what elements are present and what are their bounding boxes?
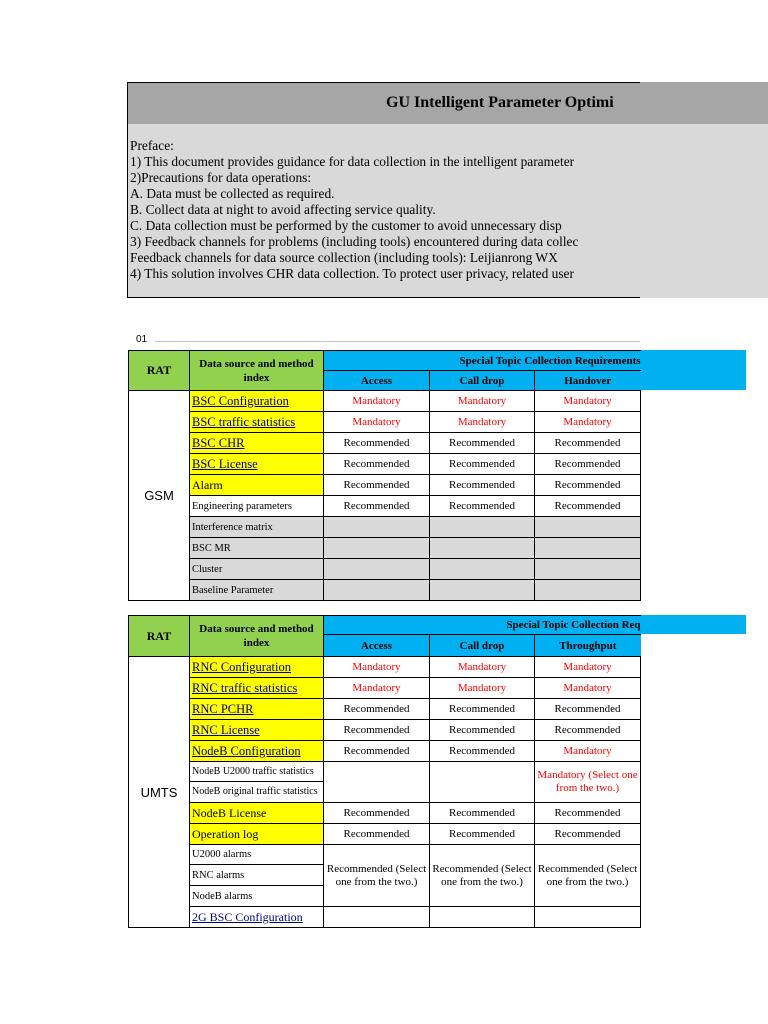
data-source-link-text[interactable]: BSC Configuration (192, 393, 289, 408)
requirement-cell (535, 517, 641, 538)
rat-header: RAT (129, 351, 190, 391)
requirement-cell: Recommended (324, 496, 430, 517)
requirement-cell: Recommended (535, 720, 641, 741)
requirement-cell: Recommended (324, 433, 430, 454)
special-topic-header (324, 351, 641, 371)
requirement-cell: Recommended (324, 699, 430, 720)
requirement-cell: Mandatory (535, 678, 641, 699)
requirement-cell: Mandatory (535, 657, 641, 678)
data-source-cell: NodeB alarms (190, 886, 324, 907)
data-source-link-text[interactable]: RNC PCHR (192, 701, 254, 716)
requirement-cell: Mandatory (430, 657, 535, 678)
special-topic-header-text: Special Topic Collection Requirements (459, 354, 641, 367)
requirement-cell: Mandatory (324, 412, 430, 433)
data-source-link[interactable] (190, 433, 324, 454)
requirement-cell (430, 517, 535, 538)
requirement-cell: Recommended (430, 496, 535, 517)
requirement-cell (324, 559, 430, 580)
preface-overflow (640, 124, 768, 298)
requirement-cell (430, 580, 535, 601)
data-source-cell: BSC MR (190, 538, 324, 559)
data-source-text: Alarm (192, 477, 223, 492)
data-source-header: Data source and method index (190, 351, 324, 391)
preface-line: B. Collect data at night to avoid affecting service quality. (130, 202, 436, 217)
data-source-text: NodeB License (192, 805, 267, 820)
requirement-cell: Recommended (535, 454, 641, 475)
data-source-link[interactable] (190, 741, 324, 762)
requirement-cell (535, 538, 641, 559)
rat-name-gsm: GSM (129, 391, 190, 601)
gsm-table (128, 350, 641, 601)
data-source-cell: NodeB original traffic statistics (190, 782, 324, 803)
requirement-cell: Recommended (324, 803, 430, 824)
data-source-link[interactable] (190, 720, 324, 741)
requirement-cell (324, 762, 430, 803)
preface-line: C. Data collection must be performed by the customer to avoid unnecessary disp (130, 218, 562, 233)
requirement-cell (324, 907, 430, 928)
data-source-cell: Interference matrix (190, 517, 324, 538)
data-source-cell: Cluster (190, 559, 324, 580)
requirement-cell: Mandatory (535, 391, 641, 412)
data-source-link[interactable] (190, 907, 324, 928)
data-source-link[interactable] (190, 454, 324, 475)
requirement-cell-merged: Recommended (Select one from the two.) (535, 845, 641, 907)
data-source-link[interactable] (190, 657, 324, 678)
special-topic-header-text: Special Topic Collection Req (506, 619, 641, 631)
rat-name-umts: UMTS (129, 657, 190, 928)
data-source-link-text[interactable]: BSC CHR (192, 435, 245, 450)
data-source-cell: RNC alarms (190, 865, 324, 886)
data-source-link-text[interactable]: RNC traffic statistics (192, 680, 298, 695)
requirement-cell (430, 538, 535, 559)
requirement-cell (324, 517, 430, 538)
requirement-cell: Recommended (430, 741, 535, 762)
data-source-link[interactable] (190, 391, 324, 412)
preface-line: Feedback channels for data source collection (including tools): Leijianrong WX (130, 250, 558, 265)
requirement-cell: Recommended (535, 433, 641, 454)
requirement-cell: Recommended (324, 741, 430, 762)
data-source-cell: NodeB U2000 traffic statistics (190, 762, 324, 782)
requirement-cell: Mandatory (535, 412, 641, 433)
requirement-cell: Recommended (430, 433, 535, 454)
requirement-cell: Recommended (430, 824, 535, 845)
requirement-cell: Recommended (324, 720, 430, 741)
requirement-cell (535, 559, 641, 580)
requirement-cell: Mandatory (324, 391, 430, 412)
umts-table (128, 615, 641, 928)
requirement-cell: Recommended (430, 720, 535, 741)
data-source-link[interactable] (190, 412, 324, 433)
requirement-cell (535, 907, 641, 928)
requirement-cell: Recommended (324, 454, 430, 475)
requirement-cell: Recommended (430, 475, 535, 496)
column-header-handover: Handover (535, 371, 641, 391)
section-label: 01 (136, 334, 148, 345)
preface-line: 2)Precautions for data operations: (130, 170, 312, 185)
data-source-text: Operation log (192, 826, 259, 841)
column-header-call-drop: Call drop (430, 371, 535, 391)
data-source-cell (190, 803, 324, 824)
data-source-link-text[interactable]: RNC Configuration (192, 659, 291, 674)
data-source-cell: U2000 alarms (190, 845, 324, 865)
requirement-cell: Recommended (535, 824, 641, 845)
preface-line: Preface: (130, 138, 174, 153)
preface-line: 4) This solution involves CHR data collection. To protect user privacy, related user (130, 266, 574, 281)
column-header-call-drop: Call drop (430, 635, 535, 657)
document-title: GU Intelligent Parameter Optimi (386, 94, 614, 111)
gsm-header-overflow (640, 350, 746, 390)
data-source-cell (190, 475, 324, 496)
requirement-cell: Recommended (430, 454, 535, 475)
requirement-cell: Mandatory (430, 412, 535, 433)
requirement-cell: Mandatory (324, 657, 430, 678)
column-header-throughput: Throughput (535, 635, 641, 657)
data-source-header: Data source and method index (190, 616, 324, 657)
requirement-cell-merged: Recommended (Select one from the two.) (324, 845, 430, 907)
requirement-cell (430, 907, 535, 928)
rat-header: RAT (129, 616, 190, 657)
data-source-link[interactable] (190, 678, 324, 699)
section-divider (155, 341, 640, 342)
title-bar-overflow (640, 82, 768, 124)
requirement-cell: Mandatory (535, 741, 641, 762)
requirement-cell: Recommended (324, 475, 430, 496)
requirement-cell-merged: Mandatory (Select one from the two.) (535, 762, 641, 803)
preface-line: 1) This document provides guidance for data collection in the intelligent parameter (130, 154, 575, 169)
requirement-cell (430, 762, 535, 803)
requirement-cell: Recommended (535, 475, 641, 496)
requirement-cell (430, 559, 535, 580)
requirement-cell-merged: Recommended (Select one from the two.) (430, 845, 535, 907)
requirement-cell (324, 538, 430, 559)
data-source-link-text[interactable]: NodeB Configuration (192, 743, 301, 758)
requirement-cell (535, 580, 641, 601)
data-source-link-text[interactable]: BSC traffic statistics (192, 414, 296, 429)
requirement-cell: Mandatory (430, 678, 535, 699)
special-topic-header (324, 616, 641, 635)
data-source-cell: Engineering parameters (190, 496, 324, 517)
data-source-cell (190, 824, 324, 845)
column-header-access: Access (324, 371, 430, 391)
requirement-cell: Recommended (535, 803, 641, 824)
preface-line: 3) Feedback channels for problems (including tools) encountered during data collec (130, 234, 579, 249)
requirement-cell (324, 580, 430, 601)
preface-line: A. Data must be collected as required. (130, 186, 335, 201)
requirement-cell: Recommended (430, 699, 535, 720)
preface-frame (127, 82, 640, 298)
umts-header-overflow (640, 615, 746, 634)
requirement-cell: Recommended (535, 496, 641, 517)
requirement-cell: Recommended (324, 824, 430, 845)
data-source-link-text[interactable]: RNC License (192, 722, 260, 737)
requirement-cell: Mandatory (324, 678, 430, 699)
data-source-link-text[interactable]: BSC License (192, 456, 258, 471)
requirement-cell: Recommended (535, 699, 641, 720)
data-source-link-text[interactable]: 2G BSC Configuration (192, 909, 303, 924)
data-source-cell: Baseline Parameter (190, 580, 324, 601)
requirement-cell: Mandatory (430, 391, 535, 412)
requirement-cell: Recommended (430, 803, 535, 824)
data-source-link[interactable] (190, 699, 324, 720)
column-header-access: Access (324, 635, 430, 657)
